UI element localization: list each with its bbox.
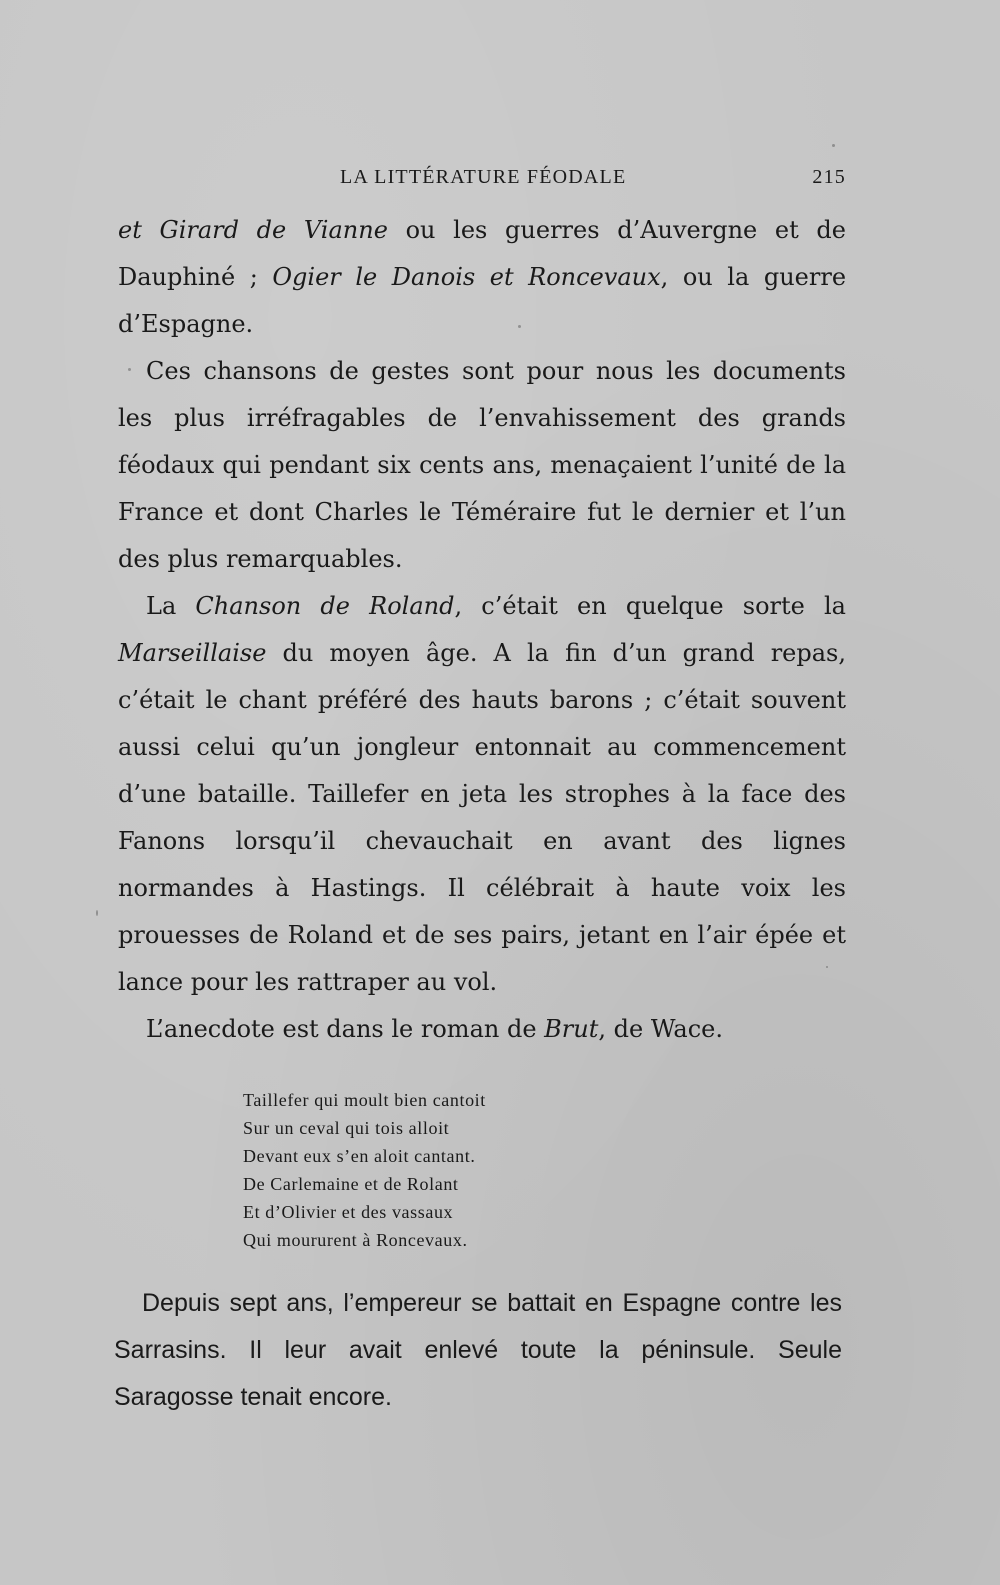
verse-line: Devant eux s’en aloit cantant. xyxy=(243,1146,476,1166)
text-segment: Chanson de Roland xyxy=(195,592,455,620)
text-segment: et Girard de Vianne xyxy=(118,216,388,244)
verse-line: Taillefer qui moult bien cantoit xyxy=(243,1090,486,1110)
paragraph-chansons xyxy=(118,348,846,583)
verse-line: Sur un ceval qui tois alloit xyxy=(243,1118,450,1138)
text-segment: Ogier le Danois et Roncevaux xyxy=(272,263,661,291)
verse-line: Et d’Olivier et des vassaux xyxy=(243,1202,454,1222)
text-segment: du moyen âge. A la fin d’un grand repas, c’était le chant préféré des hauts barons ; c’était souvent aussi celui qu’un jongleur entonnait au commencement d’une bataille. Taillefer en jeta les strophes à la face des Fanons lorsqu’il chevauchait en avant des lignes normandes à Hastings. Il célébrait à haute voix les prouesses de Roland et de ses pairs, jetant en l’air épée et lance pour les rattraper au vol. xyxy=(118,639,846,996)
paper-speck xyxy=(518,325,521,328)
paper-speck xyxy=(832,144,835,147)
text-segment: ou les guerres d’Auvergne et de Dauphiné ; xyxy=(118,216,846,291)
text-segment: Marseillaise xyxy=(118,639,267,667)
text-segment: Ces chansons de gestes sont pour nous les documents les plus irréfragables de l’envahissement des grands féodaux qui pendant six cents ans, menaçaient l’unité de la France et dont Charles le Téméraire fut le dernier et l’un des plus remarquables. xyxy=(118,357,846,573)
paper-speck xyxy=(128,368,131,371)
text-segment: Brut xyxy=(544,1015,599,1043)
paper-speck xyxy=(96,910,98,916)
text-segment: , ou la guerre d’Espagne. xyxy=(118,263,847,338)
running-head xyxy=(118,166,846,196)
running-title: LA LITTÉRATURE FÉODALE xyxy=(340,166,627,188)
paragraph-anecdote xyxy=(118,1006,846,1053)
paragraph-continuation xyxy=(118,207,846,348)
closing-text xyxy=(114,1280,842,1421)
paper-speck xyxy=(826,966,828,968)
text-segment: L’anecdote est dans le roman de xyxy=(146,1015,545,1043)
verse-quotation xyxy=(243,1086,643,1254)
paragraph-roland xyxy=(118,583,846,1006)
verse-line: Qui moururent à Roncevaux. xyxy=(243,1230,468,1250)
body-text xyxy=(118,207,846,1053)
paragraph-closing: Depuis sept ans, l’empereur se battait en Espagne contre les Sarrasins. Il leur avait enlevé toute la péninsule. Seule Saragosse tenait encore. xyxy=(114,1289,842,1411)
text-segment: La xyxy=(146,592,196,620)
text-segment: , c’était en quelque sorte la xyxy=(454,592,846,620)
verse-line: De Carlemaine et de Rolant xyxy=(243,1174,459,1194)
text-segment: , de Wace. xyxy=(598,1015,723,1043)
page-number: 215 xyxy=(812,166,846,188)
